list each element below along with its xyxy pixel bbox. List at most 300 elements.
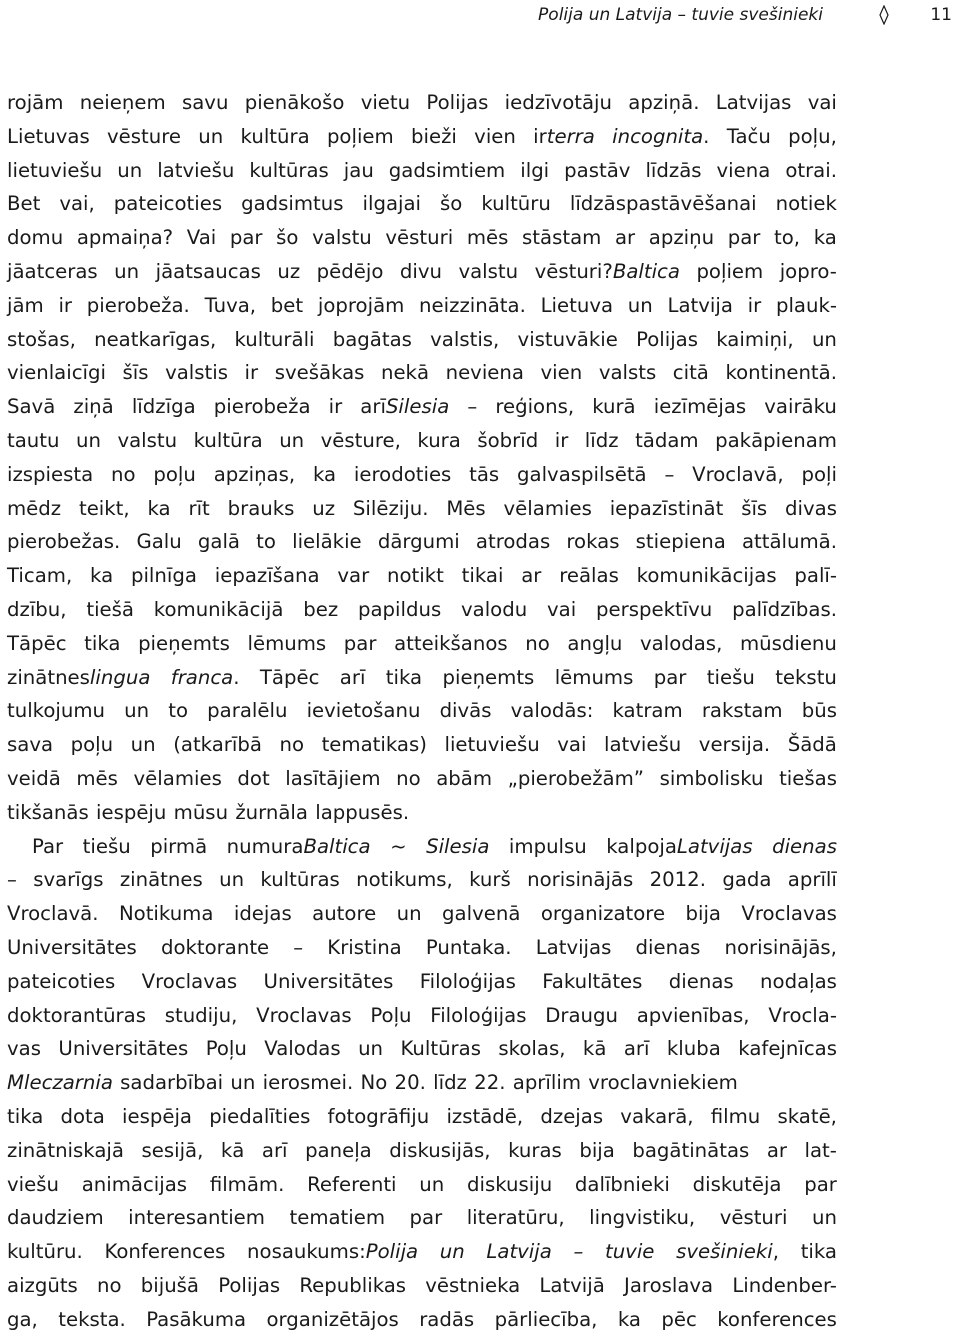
word: pateicoties: [7, 969, 116, 993]
word: kaimiņi,: [716, 327, 794, 351]
word: Pasākuma: [146, 1307, 247, 1331]
text-line: [7, 390, 837, 424]
word: tika: [800, 1240, 837, 1264]
word: notikums,: [356, 868, 453, 892]
word: pastāv: [564, 158, 631, 182]
word: to,: [774, 226, 801, 250]
word: skolas,: [498, 1037, 566, 1061]
word: Vai: [186, 226, 217, 250]
word: rakstam: [701, 699, 783, 723]
word: Ticam,: [7, 564, 73, 588]
word: viešu: [7, 1172, 59, 1196]
word: šīs: [122, 361, 149, 385]
word: Tāpēc: [259, 665, 320, 689]
word: piedalīties: [209, 1104, 311, 1128]
word: pakāpienam: [715, 428, 837, 452]
word: un: [811, 327, 837, 351]
word: apmaiņa?: [76, 226, 174, 250]
text-line: [7, 1201, 837, 1235]
word: neviena: [445, 361, 524, 385]
word: kurā: [592, 395, 636, 419]
word: iepazīstināt: [609, 496, 724, 520]
word: Šādā: [787, 733, 837, 757]
word: vai: [547, 597, 577, 621]
text-line: [7, 1269, 837, 1303]
word: Par: [32, 834, 64, 858]
word: pierobeža.: [86, 293, 190, 317]
word: versija.: [698, 733, 771, 757]
word: arī: [339, 665, 366, 689]
word: valodās:: [510, 699, 594, 723]
word: literatūru,: [466, 1206, 565, 1230]
word: līdz: [584, 428, 619, 452]
word: iespēja: [122, 1104, 192, 1128]
word: Latvija: [486, 1240, 552, 1264]
word: tautu: [7, 428, 60, 452]
word: pieņemts: [138, 631, 230, 655]
page-number: 11: [930, 5, 952, 25]
word: 22.: [474, 1071, 506, 1095]
word: vēsture: [107, 124, 182, 148]
word: vai,: [59, 192, 95, 216]
word: kultūras: [249, 158, 329, 182]
word: mēdz: [7, 496, 62, 520]
word: vien: [540, 361, 583, 385]
word: aprīlī: [787, 868, 837, 892]
word: 20.: [394, 1071, 426, 1095]
word: diskusiju: [467, 1172, 553, 1196]
word: ~: [390, 834, 407, 858]
word: tika: [385, 665, 423, 689]
word: nekā: [380, 361, 430, 385]
word: lēmums: [554, 665, 634, 689]
word: vairāku: [764, 395, 837, 419]
word: jām: [7, 293, 44, 317]
word: doktorante: [160, 935, 270, 959]
word: līdzāspastāvēšanai: [569, 192, 757, 216]
word: dārgumi: [377, 530, 460, 554]
word: diskusijās,: [389, 1138, 491, 1162]
word: stāstam: [522, 226, 602, 250]
word: ievietošanu: [306, 699, 421, 723]
word: –: [7, 868, 17, 892]
word: tādam: [635, 428, 699, 452]
text-line: [7, 1168, 837, 1202]
word: šīs: [741, 496, 768, 520]
word: tiešā: [86, 597, 134, 621]
word: pateicoties: [113, 192, 223, 216]
word: bagātas: [332, 327, 412, 351]
word: Universitātes: [7, 935, 137, 959]
word: Latvija: [667, 293, 733, 317]
word: pierobeža: [213, 395, 311, 419]
word: ga,: [7, 1307, 38, 1331]
word: Notikuma: [118, 902, 214, 926]
word: ar: [521, 564, 542, 588]
text-line: [7, 1134, 837, 1168]
word: teikt,: [78, 496, 130, 520]
word: 2012.: [649, 868, 706, 892]
word: katram: [612, 699, 683, 723]
word: latviešu: [157, 158, 235, 182]
word: to: [168, 699, 189, 723]
word: kura: [417, 428, 461, 452]
word: valstis: [165, 361, 228, 385]
word: Konferences: [104, 1240, 226, 1264]
word: dienas: [635, 935, 701, 959]
word: studiju,: [164, 1003, 238, 1027]
word: apziņā.: [628, 91, 700, 114]
word: līdz: [433, 1071, 467, 1095]
word: par: [229, 226, 263, 250]
word: interesantiem: [128, 1206, 265, 1230]
word: vēlamies: [503, 496, 592, 520]
word: un: [279, 428, 305, 452]
word: ir: [58, 293, 73, 317]
word: Galu: [136, 530, 182, 554]
page-header: [0, 4, 960, 28]
word: no: [279, 733, 305, 757]
word: galvaspilsētā: [517, 462, 647, 486]
word: lēmums: [247, 631, 327, 655]
word: arī: [261, 1138, 288, 1162]
text-line: [7, 1100, 837, 1134]
word: dzību,: [7, 597, 67, 621]
word: ka: [813, 226, 837, 250]
word: dota: [60, 1104, 105, 1128]
word: sesijā,: [141, 1138, 204, 1162]
text-line: [7, 424, 837, 458]
word: poļu: [70, 733, 114, 757]
word: ilgajai: [362, 192, 422, 216]
word: lingvistiku,: [589, 1206, 696, 1230]
word: reālas: [559, 564, 619, 588]
word: par: [653, 665, 687, 689]
word: filmu: [710, 1104, 761, 1128]
word: Lindenber-: [732, 1273, 837, 1297]
word: Filoloģijas: [430, 1003, 527, 1027]
word: Latvijas: [715, 91, 792, 114]
word: kā: [220, 1138, 245, 1162]
word: latviešu: [604, 733, 682, 757]
word: galā: [197, 530, 241, 554]
word: un: [811, 1206, 837, 1230]
word: neieņem: [79, 91, 166, 114]
word: atrodas: [475, 530, 551, 554]
word: zinātnes: [119, 868, 203, 892]
word: divas: [785, 496, 837, 520]
word: svešinieki,: [676, 1240, 780, 1264]
text-line: [7, 1235, 837, 1269]
word: Poļu: [205, 1037, 247, 1061]
word: citā: [672, 361, 709, 385]
word: Bet: [7, 192, 41, 216]
word: tās: [469, 462, 500, 486]
word: valodas,: [640, 631, 723, 655]
word: mūsu: [173, 800, 229, 824]
text-line: [7, 1303, 837, 1336]
text-line: [7, 694, 837, 728]
word: ka: [147, 496, 171, 520]
word: pilnīga: [130, 564, 197, 588]
word: vēsturi?Baltica: [534, 259, 680, 283]
word: animācijas: [81, 1172, 188, 1196]
word: neizzināta.: [419, 293, 526, 317]
word: komunikācijā: [153, 597, 284, 621]
word: lasītājiem: [285, 766, 381, 790]
word: Kristina: [327, 935, 402, 959]
word: ka: [90, 564, 114, 588]
word: un: [230, 1071, 256, 1095]
word: Polijas: [218, 1273, 281, 1297]
word: mūsdienu: [739, 631, 837, 655]
diamond-outline-icon: [879, 5, 889, 25]
word: kultūru.: [7, 1240, 83, 1264]
text-line: [7, 154, 837, 188]
word: un: [627, 293, 653, 317]
word: pārliecība,: [494, 1307, 598, 1331]
word: notikt: [386, 564, 444, 588]
word: idejas: [233, 902, 292, 926]
text-line: [7, 965, 837, 999]
word: vai: [807, 91, 837, 114]
word: valodu: [461, 597, 528, 621]
word: papildus: [357, 597, 442, 621]
text-line: [7, 458, 837, 492]
word: zinātneslingua: [7, 665, 151, 689]
word: no: [396, 766, 421, 790]
word: kuras: [508, 1138, 562, 1162]
word: filmām.: [209, 1172, 285, 1196]
word: Polijas: [426, 91, 489, 114]
word: par: [409, 1206, 443, 1230]
text-line: [7, 289, 837, 323]
word: par: [727, 226, 761, 250]
word: mēs: [76, 766, 118, 790]
word: bagātinātas: [632, 1138, 750, 1162]
word: šobrīd: [477, 428, 539, 452]
word: Vroclavas: [741, 902, 837, 926]
word: līdzīga: [131, 395, 196, 419]
text-line: [7, 187, 837, 221]
word: izspiesta: [7, 462, 94, 486]
word: kultūra: [193, 428, 263, 452]
word: Puntaka.: [425, 935, 512, 959]
word: domu: [7, 226, 64, 250]
word: atteikšanos: [394, 631, 508, 655]
word: Latvijas: [535, 935, 612, 959]
word: vien: [474, 124, 516, 148]
word: impulsu: [508, 834, 587, 858]
word: vroclavniekiem: [588, 1071, 738, 1095]
word: Vroclavas: [256, 1003, 352, 1027]
word: bija: [685, 902, 721, 926]
word: sadarbībai: [120, 1071, 224, 1095]
word: palī-: [794, 564, 837, 588]
word: poļu: [153, 462, 196, 486]
word: Savā: [7, 395, 56, 419]
text-line: [7, 492, 837, 526]
word: iedzīvotāju: [504, 91, 612, 114]
word: galvenā: [442, 902, 521, 926]
word: ir: [747, 293, 762, 317]
word: un: [130, 733, 156, 757]
word: kluba: [666, 1037, 721, 1061]
word: –: [293, 935, 304, 959]
word: Filoloģijas: [419, 969, 516, 993]
word: ir: [244, 361, 259, 385]
word: daudziem: [7, 1206, 104, 1230]
word: (atkarībā: [173, 733, 262, 757]
word: vai: [557, 733, 587, 757]
text-line: [7, 661, 837, 695]
word: Tāpēc: [7, 631, 67, 655]
word: Lietuvas: [7, 124, 90, 148]
word: var: [337, 564, 370, 588]
word: uz: [312, 496, 336, 520]
word: vistuvākie: [517, 327, 618, 351]
word: Mēs: [446, 496, 486, 520]
word: arīSilesia: [360, 395, 450, 419]
word: divās: [439, 699, 492, 723]
word: dot: [237, 766, 270, 790]
text-line: [7, 221, 837, 255]
word: neatkarīgas,: [94, 327, 217, 351]
word: pierobežas.: [7, 530, 121, 554]
word: aizgūts: [7, 1273, 78, 1297]
word: apvienības,: [636, 1003, 750, 1027]
word: bieži: [411, 124, 457, 148]
word: šo: [440, 192, 463, 216]
word: diskutēja: [692, 1172, 782, 1196]
text-line: [7, 1032, 837, 1066]
text-line: [7, 999, 837, 1033]
word: Vrocla-: [768, 1003, 837, 1027]
word: un: [117, 158, 143, 182]
word: kurš: [469, 868, 511, 892]
text-line: [7, 86, 837, 120]
word: un: [358, 1037, 384, 1061]
word: tematiem: [289, 1206, 386, 1230]
word: pēc: [661, 1307, 697, 1331]
word: abām: [436, 766, 493, 790]
word: dienas: [772, 834, 837, 858]
word: stošas,: [7, 327, 76, 351]
text-line: [7, 1066, 837, 1100]
word: vietu: [360, 91, 411, 114]
word: angļu: [567, 631, 623, 655]
word: gadsimtus: [241, 192, 344, 216]
word: šo: [276, 226, 299, 250]
word: tiešu: [82, 834, 131, 858]
text-line: [7, 863, 837, 897]
word: apziņas,: [213, 462, 296, 486]
word: rokas: [566, 530, 620, 554]
word: Referenti: [307, 1172, 397, 1196]
word: ierodoties: [353, 462, 452, 486]
word: organizētājos: [266, 1307, 399, 1331]
word: konferences: [717, 1307, 837, 1331]
word: tulkojumu: [7, 699, 106, 723]
word: kā: [582, 1037, 607, 1061]
word: un: [198, 124, 224, 148]
word: dalībnieki: [574, 1172, 670, 1196]
word: No: [360, 1071, 388, 1095]
running-title: Polija un Latvija – tuvie svešinieki: [538, 5, 823, 25]
word: Jaroslava: [624, 1273, 714, 1297]
word: palīdzības.: [732, 597, 837, 621]
word: vas: [7, 1037, 41, 1061]
word: gada: [722, 868, 772, 892]
word: Taču: [726, 124, 771, 148]
word: un: [396, 902, 422, 926]
word: Universitātes: [263, 969, 394, 993]
word: par: [804, 1172, 837, 1196]
word: bijušā: [140, 1273, 200, 1297]
word: vēsture,: [320, 428, 401, 452]
word: valstu: [458, 259, 519, 283]
word: iespēju: [95, 800, 167, 824]
word: bet: [270, 293, 304, 317]
word: ir: [554, 428, 569, 452]
word: joprojām: [317, 293, 405, 317]
word: gadsimtiem: [388, 158, 506, 182]
text-line: [7, 559, 837, 593]
word: Polijas: [636, 327, 699, 351]
word: pirmā: [150, 834, 208, 858]
word: un: [75, 428, 101, 452]
word: attālumā.: [741, 530, 837, 554]
word: Silēziju.: [352, 496, 429, 520]
word: un: [419, 1172, 445, 1196]
word: Silesia: [426, 834, 490, 858]
word: viena: [716, 158, 771, 182]
word: pieņemts: [442, 665, 535, 689]
word: notiek: [775, 192, 837, 216]
word: kultūras: [260, 868, 340, 892]
word: un: [114, 259, 140, 283]
word: valsts: [598, 361, 657, 385]
word: jāatceras: [7, 259, 98, 283]
word: poļu,: [788, 124, 837, 148]
word: autore: [312, 902, 377, 926]
word: valstu: [117, 428, 178, 452]
text-line: [7, 728, 837, 762]
word: otrai.: [785, 158, 837, 182]
word: paralēlu: [207, 699, 288, 723]
word: tika: [84, 631, 121, 655]
word: žurnāla: [235, 800, 308, 824]
word: valstis,: [430, 327, 500, 351]
word: vienlaicīgi: [7, 361, 106, 385]
word: organizatore: [540, 902, 666, 926]
word: simbolisku: [659, 766, 764, 790]
word: poļiem: [326, 124, 394, 148]
word: veidā: [7, 766, 61, 790]
word: ar: [614, 226, 636, 250]
text-line: [7, 323, 837, 357]
word: mēs: [466, 226, 509, 250]
word: kontinentā.: [725, 361, 837, 385]
text-line: [7, 525, 837, 559]
word: apziņu: [648, 226, 715, 250]
word: norisinājās: [527, 868, 634, 892]
word: iezīmējas: [653, 395, 747, 419]
word: kultūra: [240, 124, 310, 148]
word: līdzās: [645, 158, 702, 182]
word: lietuviešu: [444, 733, 540, 757]
word: irterra: [533, 124, 595, 148]
